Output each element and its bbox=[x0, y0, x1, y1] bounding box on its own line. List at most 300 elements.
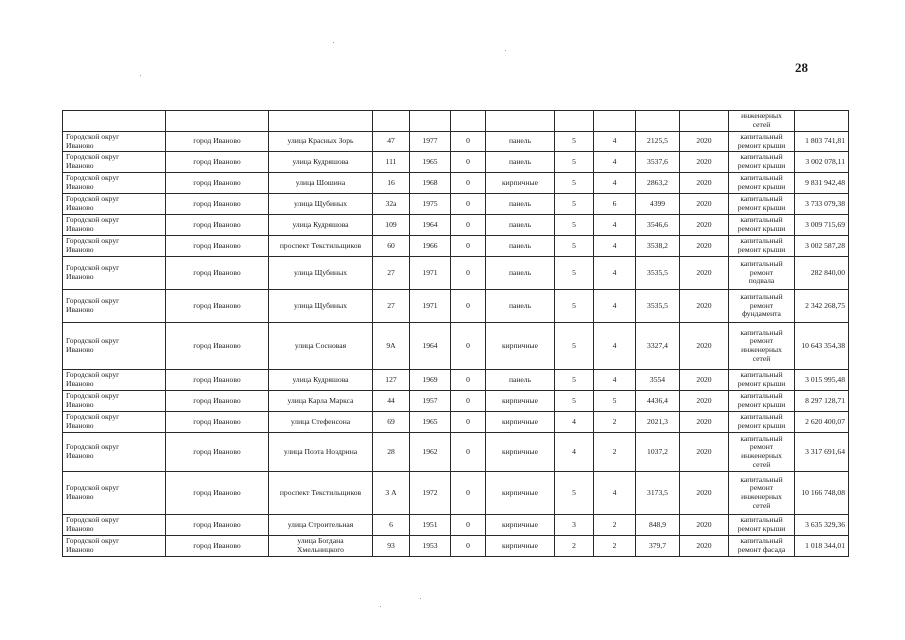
street-line: улица Красных Зорь bbox=[287, 136, 354, 146]
work-cell bbox=[729, 433, 795, 472]
district-line: Городской округ bbox=[66, 370, 120, 380]
area-cell: 3546,6 bbox=[636, 215, 680, 236]
work-cell bbox=[729, 257, 795, 290]
plan-year-cell: 2020 bbox=[680, 152, 729, 173]
district-cell bbox=[63, 472, 166, 515]
year-cell: 1965 bbox=[410, 152, 451, 173]
city-cell: город Иваново bbox=[166, 433, 269, 472]
street-cell bbox=[269, 391, 373, 412]
cost-cell: 3 002 587,28 bbox=[795, 236, 849, 257]
zero-cell: 0 bbox=[451, 257, 486, 290]
floors-cell: 5 bbox=[555, 152, 594, 173]
work-line: капитальный bbox=[740, 536, 783, 546]
plan-year-cell: 2020 bbox=[680, 536, 729, 557]
table-row bbox=[63, 515, 849, 536]
work-line: капитальный bbox=[740, 215, 783, 225]
table-row bbox=[63, 412, 849, 433]
work-line: капитальный bbox=[740, 152, 783, 162]
floors-cell: 5 bbox=[555, 290, 594, 323]
zero-cell: 0 bbox=[451, 236, 486, 257]
work-line: ремонт крыши bbox=[737, 203, 786, 212]
zero-cell: 0 bbox=[451, 472, 486, 515]
plan-year-cell: 2020 bbox=[680, 433, 729, 472]
work-cell bbox=[729, 152, 795, 173]
city-cell: город Иваново bbox=[166, 152, 269, 173]
work-line: ремонт крыши bbox=[737, 400, 786, 409]
work-line: ремонт крыши bbox=[737, 524, 786, 533]
scan-speck bbox=[505, 50, 506, 51]
district-line: Иваново bbox=[66, 140, 94, 150]
work-line: ремонт крыши bbox=[737, 379, 786, 388]
plan-year-cell: 2020 bbox=[680, 290, 729, 323]
area-cell: 1037,2 bbox=[636, 433, 680, 472]
street-cell bbox=[269, 194, 373, 215]
scan-speck bbox=[333, 42, 334, 43]
area-cell: 3535,5 bbox=[636, 257, 680, 290]
street-cell bbox=[269, 132, 373, 152]
cost-cell: 3 635 329,36 bbox=[795, 515, 849, 536]
district-line: Городской округ bbox=[66, 215, 120, 225]
empty-cell bbox=[410, 111, 451, 132]
work-line: капитальный bbox=[740, 236, 783, 246]
material-cell: кирпичные bbox=[486, 412, 555, 433]
house-cell: 69 bbox=[373, 412, 410, 433]
year-cell: 1953 bbox=[410, 536, 451, 557]
material-cell: панель bbox=[486, 152, 555, 173]
entrances-cell: 4 bbox=[594, 472, 636, 515]
floors-cell: 5 bbox=[555, 236, 594, 257]
work-line: ремонт крыши bbox=[737, 140, 786, 150]
cost-cell: 3 733 079,38 bbox=[795, 194, 849, 215]
work-line: ремонт крыши bbox=[737, 161, 786, 170]
street-line: улица Кудряшова bbox=[292, 156, 349, 166]
empty-cell bbox=[269, 111, 373, 132]
district-line: Иваново bbox=[66, 421, 94, 430]
zero-cell: 0 bbox=[451, 370, 486, 391]
table-row-continuation bbox=[63, 111, 849, 132]
district-line: Городской округ bbox=[66, 442, 120, 452]
city-cell: город Иваново bbox=[166, 236, 269, 257]
work-line: фундамента bbox=[742, 309, 781, 319]
zero-cell: 0 bbox=[451, 194, 486, 215]
street-cell bbox=[269, 290, 373, 323]
table-row bbox=[63, 391, 849, 412]
zero-cell: 0 bbox=[451, 215, 486, 236]
zero-cell: 0 bbox=[451, 152, 486, 173]
plan-year-cell: 2020 bbox=[680, 173, 729, 194]
zero-cell: 0 bbox=[451, 323, 486, 370]
district-line: Городской округ bbox=[66, 263, 120, 273]
entrances-cell: 6 bbox=[594, 194, 636, 215]
area-cell: 3535,5 bbox=[636, 290, 680, 323]
work-line: ремонт крыши bbox=[737, 421, 786, 430]
floors-cell: 5 bbox=[555, 323, 594, 370]
work-line: ремонт крыши bbox=[737, 245, 786, 254]
plan-year-cell: 2020 bbox=[680, 236, 729, 257]
street-line: улица Шошина bbox=[295, 177, 346, 187]
year-cell: 1957 bbox=[410, 391, 451, 412]
district-line: Городской округ bbox=[66, 336, 120, 346]
work-line: инженерных bbox=[741, 492, 782, 501]
work-line: капитальный bbox=[740, 131, 783, 141]
year-cell: 1951 bbox=[410, 515, 451, 536]
year-cell: 1962 bbox=[410, 433, 451, 472]
area-cell: 4399 bbox=[636, 194, 680, 215]
street-cell bbox=[269, 215, 373, 236]
cost-cell: 3 015 995,48 bbox=[795, 370, 849, 391]
entrances-cell: 2 bbox=[594, 515, 636, 536]
house-cell: 9А bbox=[373, 323, 410, 370]
plan-year-cell: 2020 bbox=[680, 257, 729, 290]
district-cell bbox=[63, 412, 166, 433]
work-line: ремонт фасада bbox=[737, 545, 786, 554]
plan-year-cell: 2020 bbox=[680, 215, 729, 236]
district-line: Городской округ bbox=[66, 173, 120, 183]
district-line: Иваново bbox=[66, 182, 94, 191]
entrances-cell: 4 bbox=[594, 236, 636, 257]
work-cell bbox=[729, 370, 795, 391]
cost-cell: 10 643 354,38 bbox=[795, 323, 849, 370]
district-cell bbox=[63, 236, 166, 257]
cost-cell: 9 831 942,48 bbox=[795, 173, 849, 194]
material-cell: кирпичные bbox=[486, 515, 555, 536]
house-cell: 16 bbox=[373, 173, 410, 194]
material-cell: панель bbox=[486, 257, 555, 290]
city-cell: город Иваново bbox=[166, 412, 269, 433]
housing-repair-table bbox=[62, 110, 849, 557]
year-cell: 1972 bbox=[410, 472, 451, 515]
street-line: улица Поэта Ноздрина bbox=[283, 446, 358, 456]
table-row bbox=[63, 323, 849, 370]
empty-cell bbox=[63, 111, 166, 132]
street-line: улица Щубиных bbox=[294, 300, 347, 310]
city-cell: город Иваново bbox=[166, 290, 269, 323]
work-line: подвала bbox=[748, 276, 775, 286]
street-cell bbox=[269, 152, 373, 173]
plan-year-cell: 2020 bbox=[680, 472, 729, 515]
table-row bbox=[63, 257, 849, 290]
district-line: Городской округ bbox=[66, 236, 120, 246]
work-cell bbox=[729, 290, 795, 323]
table-row bbox=[63, 173, 849, 194]
empty-cell bbox=[166, 111, 269, 132]
entrances-cell: 2 bbox=[594, 412, 636, 433]
district-cell bbox=[63, 536, 166, 557]
table-body bbox=[63, 111, 849, 557]
area-cell: 3537,6 bbox=[636, 152, 680, 173]
floors-cell: 4 bbox=[555, 433, 594, 472]
material-cell: панель bbox=[486, 236, 555, 257]
work-cell bbox=[729, 111, 795, 132]
house-cell: 27 bbox=[373, 257, 410, 290]
cost-cell: 2 342 268,75 bbox=[795, 290, 849, 323]
empty-cell bbox=[555, 111, 594, 132]
district-cell bbox=[63, 173, 166, 194]
cost-cell: 8 297 128,71 bbox=[795, 391, 849, 412]
material-cell: кирпичные bbox=[486, 173, 555, 194]
house-cell: 111 bbox=[373, 152, 410, 173]
entrances-cell: 4 bbox=[594, 215, 636, 236]
plan-year-cell: 2020 bbox=[680, 412, 729, 433]
table-row bbox=[63, 152, 849, 173]
table-row bbox=[63, 290, 849, 323]
house-cell: 32а bbox=[373, 194, 410, 215]
work-line: капитальный bbox=[740, 292, 783, 302]
table-row bbox=[63, 194, 849, 215]
work-cell bbox=[729, 323, 795, 370]
plan-year-cell: 2020 bbox=[680, 194, 729, 215]
street-cell bbox=[269, 515, 373, 536]
city-cell: город Иваново bbox=[166, 257, 269, 290]
work-cell bbox=[729, 391, 795, 412]
street-line: улица Карла Маркса bbox=[287, 395, 354, 405]
city-cell: город Иваново bbox=[166, 194, 269, 215]
city-cell: город Иваново bbox=[166, 536, 269, 557]
district-cell bbox=[63, 391, 166, 412]
city-cell: город Иваново bbox=[166, 472, 269, 515]
district-cell bbox=[63, 257, 166, 290]
street-cell bbox=[269, 536, 373, 557]
work-line: капитальный bbox=[740, 194, 783, 204]
work-line: капитальный bbox=[740, 474, 783, 484]
street-line: Хмельницкого bbox=[297, 545, 344, 554]
area-cell: 2021,3 bbox=[636, 412, 680, 433]
entrances-cell: 4 bbox=[594, 257, 636, 290]
city-cell: город Иваново bbox=[166, 323, 269, 370]
house-cell: 47 bbox=[373, 132, 410, 152]
work-line: сетей bbox=[752, 459, 771, 469]
district-line: Иваново bbox=[66, 245, 94, 254]
district-line: Иваново bbox=[66, 345, 94, 354]
work-cell bbox=[729, 472, 795, 515]
house-cell: 109 bbox=[373, 215, 410, 236]
empty-cell bbox=[680, 111, 729, 132]
year-cell: 1971 bbox=[410, 257, 451, 290]
work-cell bbox=[729, 515, 795, 536]
city-cell: город Иваново bbox=[166, 515, 269, 536]
house-cell: 6 bbox=[373, 515, 410, 536]
entrances-cell: 4 bbox=[594, 173, 636, 194]
district-cell bbox=[63, 370, 166, 391]
house-cell: 60 bbox=[373, 236, 410, 257]
work-cell bbox=[729, 536, 795, 557]
district-cell bbox=[63, 132, 166, 152]
city-cell: город Иваново bbox=[166, 215, 269, 236]
house-cell: 44 bbox=[373, 391, 410, 412]
work-line: ремонт bbox=[749, 336, 774, 346]
plan-year-cell: 2020 bbox=[680, 323, 729, 370]
area-cell: 379,7 bbox=[636, 536, 680, 557]
zero-cell: 0 bbox=[451, 173, 486, 194]
district-line: Иваново bbox=[66, 203, 94, 212]
cost-cell: 10 166 748,08 bbox=[795, 472, 849, 515]
cost-cell: 1 018 344,01 bbox=[795, 536, 849, 557]
district-line: Городской округ bbox=[66, 536, 120, 546]
entrances-cell: 2 bbox=[594, 433, 636, 472]
work-line: ремонт bbox=[749, 442, 774, 452]
city-cell: город Иваново bbox=[166, 173, 269, 194]
floors-cell: 5 bbox=[555, 132, 594, 152]
entrances-cell: 2 bbox=[594, 536, 636, 557]
material-cell: кирпичные bbox=[486, 536, 555, 557]
table-row bbox=[63, 472, 849, 515]
cost-cell: 282 840,00 bbox=[795, 257, 849, 290]
year-cell: 1964 bbox=[410, 323, 451, 370]
district-line: Городской округ bbox=[66, 296, 120, 306]
year-cell: 1977 bbox=[410, 132, 451, 152]
work-cell bbox=[729, 215, 795, 236]
cost-cell: 3 317 691,64 bbox=[795, 433, 849, 472]
entrances-cell: 4 bbox=[594, 152, 636, 173]
district-line: Иваново bbox=[66, 524, 94, 533]
area-cell: 2863,2 bbox=[636, 173, 680, 194]
material-cell: кирпичные bbox=[486, 323, 555, 370]
district-cell bbox=[63, 152, 166, 173]
floors-cell: 5 bbox=[555, 257, 594, 290]
district-line: Городской округ bbox=[66, 515, 120, 525]
year-cell: 1969 bbox=[410, 370, 451, 391]
year-cell: 1971 bbox=[410, 290, 451, 323]
zero-cell: 0 bbox=[451, 391, 486, 412]
work-line: капитальный bbox=[740, 370, 783, 380]
entrances-cell: 5 bbox=[594, 391, 636, 412]
district-cell bbox=[63, 433, 166, 472]
zero-cell: 0 bbox=[451, 515, 486, 536]
material-cell: панель bbox=[486, 215, 555, 236]
work-line: капитальный bbox=[740, 391, 783, 401]
district-line: Иваново bbox=[66, 545, 94, 554]
entrances-cell: 4 bbox=[594, 132, 636, 152]
street-line: проспект Текстильщиков bbox=[279, 487, 362, 497]
entrances-cell: 4 bbox=[594, 290, 636, 323]
table-row bbox=[63, 215, 849, 236]
work-cell bbox=[729, 132, 795, 152]
district-line: Иваново bbox=[66, 161, 94, 170]
work-cell bbox=[729, 236, 795, 257]
street-line: улица Щубиных bbox=[294, 198, 347, 208]
street-line: проспект Текстильщиков bbox=[279, 240, 362, 250]
work-cell bbox=[729, 173, 795, 194]
house-cell: 93 bbox=[373, 536, 410, 557]
material-cell: панель bbox=[486, 194, 555, 215]
entrances-cell: 4 bbox=[594, 370, 636, 391]
work-line: капитальный bbox=[740, 412, 783, 422]
scan-speck bbox=[380, 606, 381, 607]
work-line: капитальный bbox=[740, 173, 783, 183]
work-line: ремонт bbox=[749, 267, 774, 277]
year-cell: 1964 bbox=[410, 215, 451, 236]
table-row bbox=[63, 132, 849, 152]
scan-speck bbox=[140, 75, 141, 76]
floors-cell: 5 bbox=[555, 472, 594, 515]
empty-cell bbox=[594, 111, 636, 132]
plan-year-cell: 2020 bbox=[680, 132, 729, 152]
work-line: ремонт крыши bbox=[737, 224, 786, 233]
material-cell: панель bbox=[486, 290, 555, 323]
street-line: улица Стефенсона bbox=[290, 416, 351, 426]
district-line: Иваново bbox=[66, 305, 94, 314]
work-line: капитальный bbox=[740, 515, 783, 525]
work-line: ремонт крыши bbox=[737, 182, 786, 191]
work-line: инженерных bbox=[741, 345, 782, 354]
street-line: улица Богдана bbox=[297, 536, 344, 546]
district-cell bbox=[63, 194, 166, 215]
zero-cell: 0 bbox=[451, 536, 486, 557]
area-cell: 2125,5 bbox=[636, 132, 680, 152]
work-line: сетей bbox=[752, 120, 771, 129]
street-cell bbox=[269, 472, 373, 515]
district-cell bbox=[63, 323, 166, 370]
zero-cell: 0 bbox=[451, 433, 486, 472]
work-line: капитальный bbox=[740, 259, 783, 269]
district-line: Городской округ bbox=[66, 483, 120, 493]
zero-cell: 0 bbox=[451, 290, 486, 323]
street-line: улица Сосновая bbox=[294, 340, 347, 350]
cost-cell: 1 803 741,81 bbox=[795, 132, 849, 152]
material-cell: кирпичные bbox=[486, 433, 555, 472]
work-cell bbox=[729, 194, 795, 215]
floors-cell: 5 bbox=[555, 215, 594, 236]
page-number: 28 bbox=[795, 60, 808, 75]
street-line: улица Кудряшова bbox=[292, 219, 349, 229]
work-line: капитальный bbox=[740, 327, 783, 337]
house-cell: 3 А bbox=[373, 472, 410, 515]
empty-cell bbox=[636, 111, 680, 132]
work-cell bbox=[729, 412, 795, 433]
work-line: инженерных bbox=[741, 111, 782, 121]
floors-cell: 5 bbox=[555, 370, 594, 391]
district-line: Городской округ bbox=[66, 152, 120, 162]
floors-cell: 4 bbox=[555, 412, 594, 433]
district-line: Иваново bbox=[66, 272, 94, 281]
cost-cell: 3 009 715,69 bbox=[795, 215, 849, 236]
area-cell: 3173,5 bbox=[636, 472, 680, 515]
city-cell: город Иваново bbox=[166, 370, 269, 391]
house-cell: 27 bbox=[373, 290, 410, 323]
area-cell: 3554 bbox=[636, 370, 680, 391]
table-row bbox=[63, 370, 849, 391]
plan-year-cell: 2020 bbox=[680, 370, 729, 391]
district-cell bbox=[63, 515, 166, 536]
plan-year-cell: 2020 bbox=[680, 391, 729, 412]
empty-cell bbox=[795, 111, 849, 132]
empty-cell bbox=[486, 111, 555, 132]
street-line: улица Кудряшова bbox=[292, 374, 349, 384]
district-line: Иваново bbox=[66, 379, 94, 388]
district-line: Иваново bbox=[66, 400, 94, 409]
district-line: Городской округ bbox=[66, 131, 120, 141]
street-cell bbox=[269, 370, 373, 391]
district-line: Городской округ bbox=[66, 194, 120, 204]
cost-cell: 3 002 078,11 bbox=[795, 152, 849, 173]
year-cell: 1968 bbox=[410, 173, 451, 194]
table-row bbox=[63, 236, 849, 257]
house-cell: 28 bbox=[373, 433, 410, 472]
year-cell: 1965 bbox=[410, 412, 451, 433]
plan-year-cell: 2020 bbox=[680, 515, 729, 536]
empty-cell bbox=[373, 111, 410, 132]
district-line: Городской округ bbox=[66, 391, 120, 401]
house-cell: 127 bbox=[373, 370, 410, 391]
zero-cell: 0 bbox=[451, 132, 486, 152]
district-line: Иваново bbox=[66, 451, 94, 460]
year-cell: 1975 bbox=[410, 194, 451, 215]
district-line: Иваново bbox=[66, 492, 94, 501]
street-line: улица Строительная bbox=[287, 519, 354, 529]
empty-cell bbox=[451, 111, 486, 132]
district-line: Городской округ bbox=[66, 412, 120, 422]
work-line: инженерных bbox=[741, 451, 782, 460]
